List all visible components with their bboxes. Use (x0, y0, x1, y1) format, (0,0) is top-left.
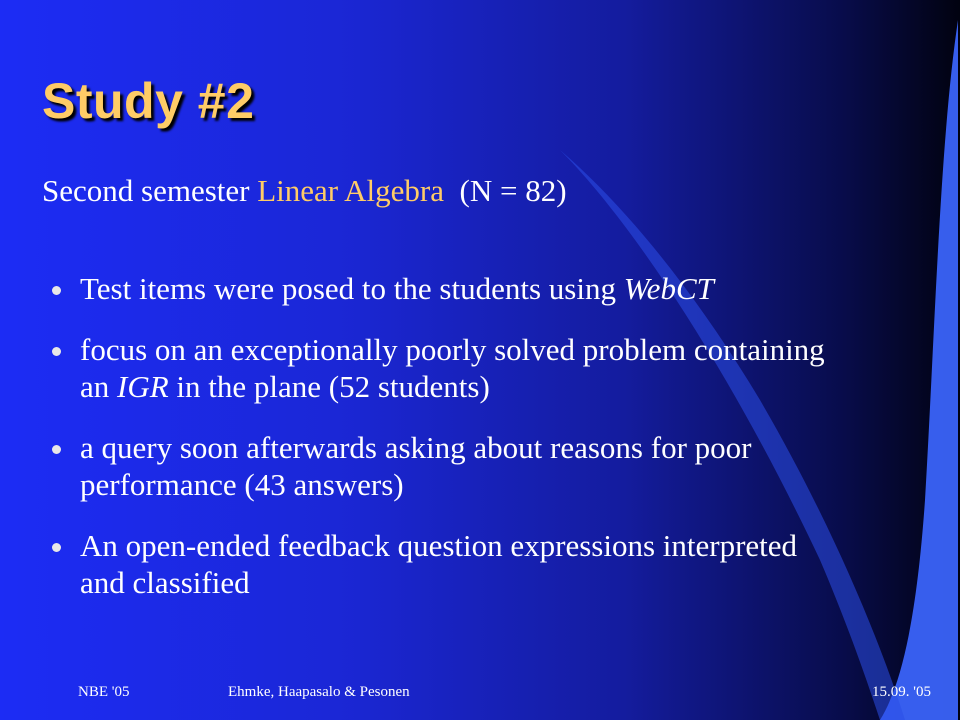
footer-conference: NBE '05 (78, 684, 130, 700)
slide-subtitle (42, 173, 567, 209)
subtitle-text-after: (N = 82) (444, 173, 567, 208)
bullet-item (44, 331, 844, 405)
bullet-dot-icon (52, 347, 61, 356)
bullet-text: An open-ended feedback question expressions interpreted and classified (80, 528, 798, 600)
footer-authors: Ehmke, Haapasalo & Pesonen (228, 684, 410, 700)
slide-title: Study #2 (42, 73, 255, 129)
bullet-text: a query soon afterwards asking about reasons for poor performance (43 answers) (80, 430, 752, 502)
subtitle-highlight: Linear Algebra (257, 173, 444, 208)
bullet-item (44, 527, 844, 601)
footer-date: 15.09. '05 (872, 684, 931, 700)
bullet-item (44, 429, 844, 503)
bullet-item (44, 270, 844, 307)
bullet-emphasis: IGR (117, 369, 169, 404)
bullet-dot-icon (52, 543, 61, 552)
bullet-text: focus on an exceptionally poorly solved problem containing an (80, 332, 825, 404)
bullet-dot-icon (52, 286, 61, 295)
bullet-text-after: in the plane (52 students) (168, 369, 490, 404)
bullet-list (44, 270, 844, 625)
bullet-emphasis: WebCT (623, 271, 714, 306)
bullet-text: Test items were posed to the students using (80, 271, 624, 306)
bullet-dot-icon (52, 445, 61, 454)
subtitle-text-before: Second semester (42, 173, 258, 208)
